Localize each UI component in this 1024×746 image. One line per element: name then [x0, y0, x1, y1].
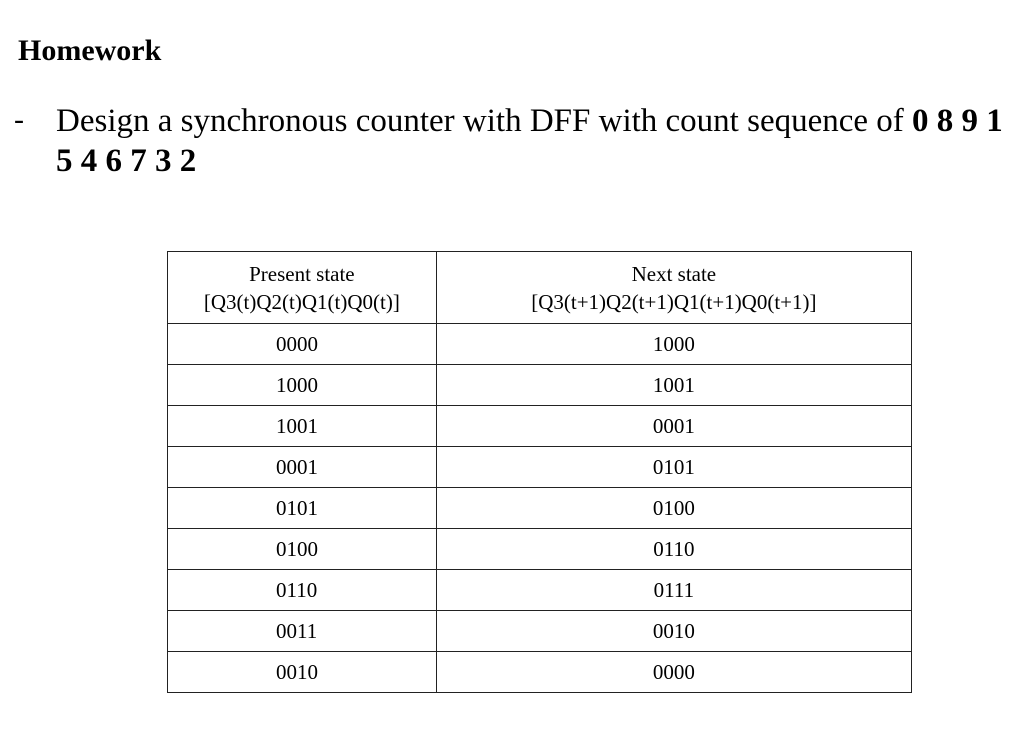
present-state-cell: 0011	[168, 611, 437, 652]
page-title: Homework	[18, 34, 162, 67]
next-state-vars: [Q3(t+1)Q2(t+1)Q1(t+1)Q0(t+1)]	[531, 289, 817, 314]
present-state-cell: 0100	[168, 529, 437, 570]
present-state-cell: 0001	[168, 447, 437, 488]
present-state-cell: 0101	[168, 488, 437, 529]
present-state-vars: [Q3(t)Q2(t)Q1(t)Q0(t)]	[203, 289, 400, 314]
table-header-row	[168, 252, 912, 324]
table-row	[168, 570, 912, 611]
present-state-cell: 1001	[168, 406, 437, 447]
next-state-cell: 0100	[436, 488, 911, 529]
next-state-title: Next state	[631, 261, 717, 286]
table-row	[168, 611, 912, 652]
present-state-cell: 1000	[168, 365, 437, 406]
next-state-cell: 0000	[436, 652, 911, 693]
task-text: Design a synchronous counter with DFF with count sequence of	[56, 103, 913, 139]
table-row	[168, 652, 912, 693]
present-state-cell: 0010	[168, 652, 437, 693]
table-row	[168, 406, 912, 447]
next-state-cell: 0110	[436, 529, 911, 570]
present-state-title: Present state	[249, 261, 355, 286]
next-state-cell: 1001	[436, 365, 911, 406]
table-row	[168, 324, 912, 365]
next-state-cell: 0101	[436, 447, 911, 488]
task-description	[56, 101, 1016, 181]
next-state-cell: 1000	[436, 324, 911, 365]
next-state-cell: 0001	[436, 406, 911, 447]
present-state-header	[168, 252, 437, 324]
table-row	[168, 529, 912, 570]
table-row	[168, 488, 912, 529]
next-state-cell: 0010	[436, 611, 911, 652]
state-table	[167, 251, 912, 693]
present-state-cell: 0000	[168, 324, 437, 365]
next-state-cell: 0111	[436, 570, 911, 611]
table-row	[168, 365, 912, 406]
table-row	[168, 447, 912, 488]
bullet-dash: -	[14, 103, 24, 136]
next-state-header	[436, 252, 911, 324]
present-state-cell: 0110	[168, 570, 437, 611]
count-sequence: 0 8 9 1 5 4 6 7 3 2	[56, 103, 1003, 179]
